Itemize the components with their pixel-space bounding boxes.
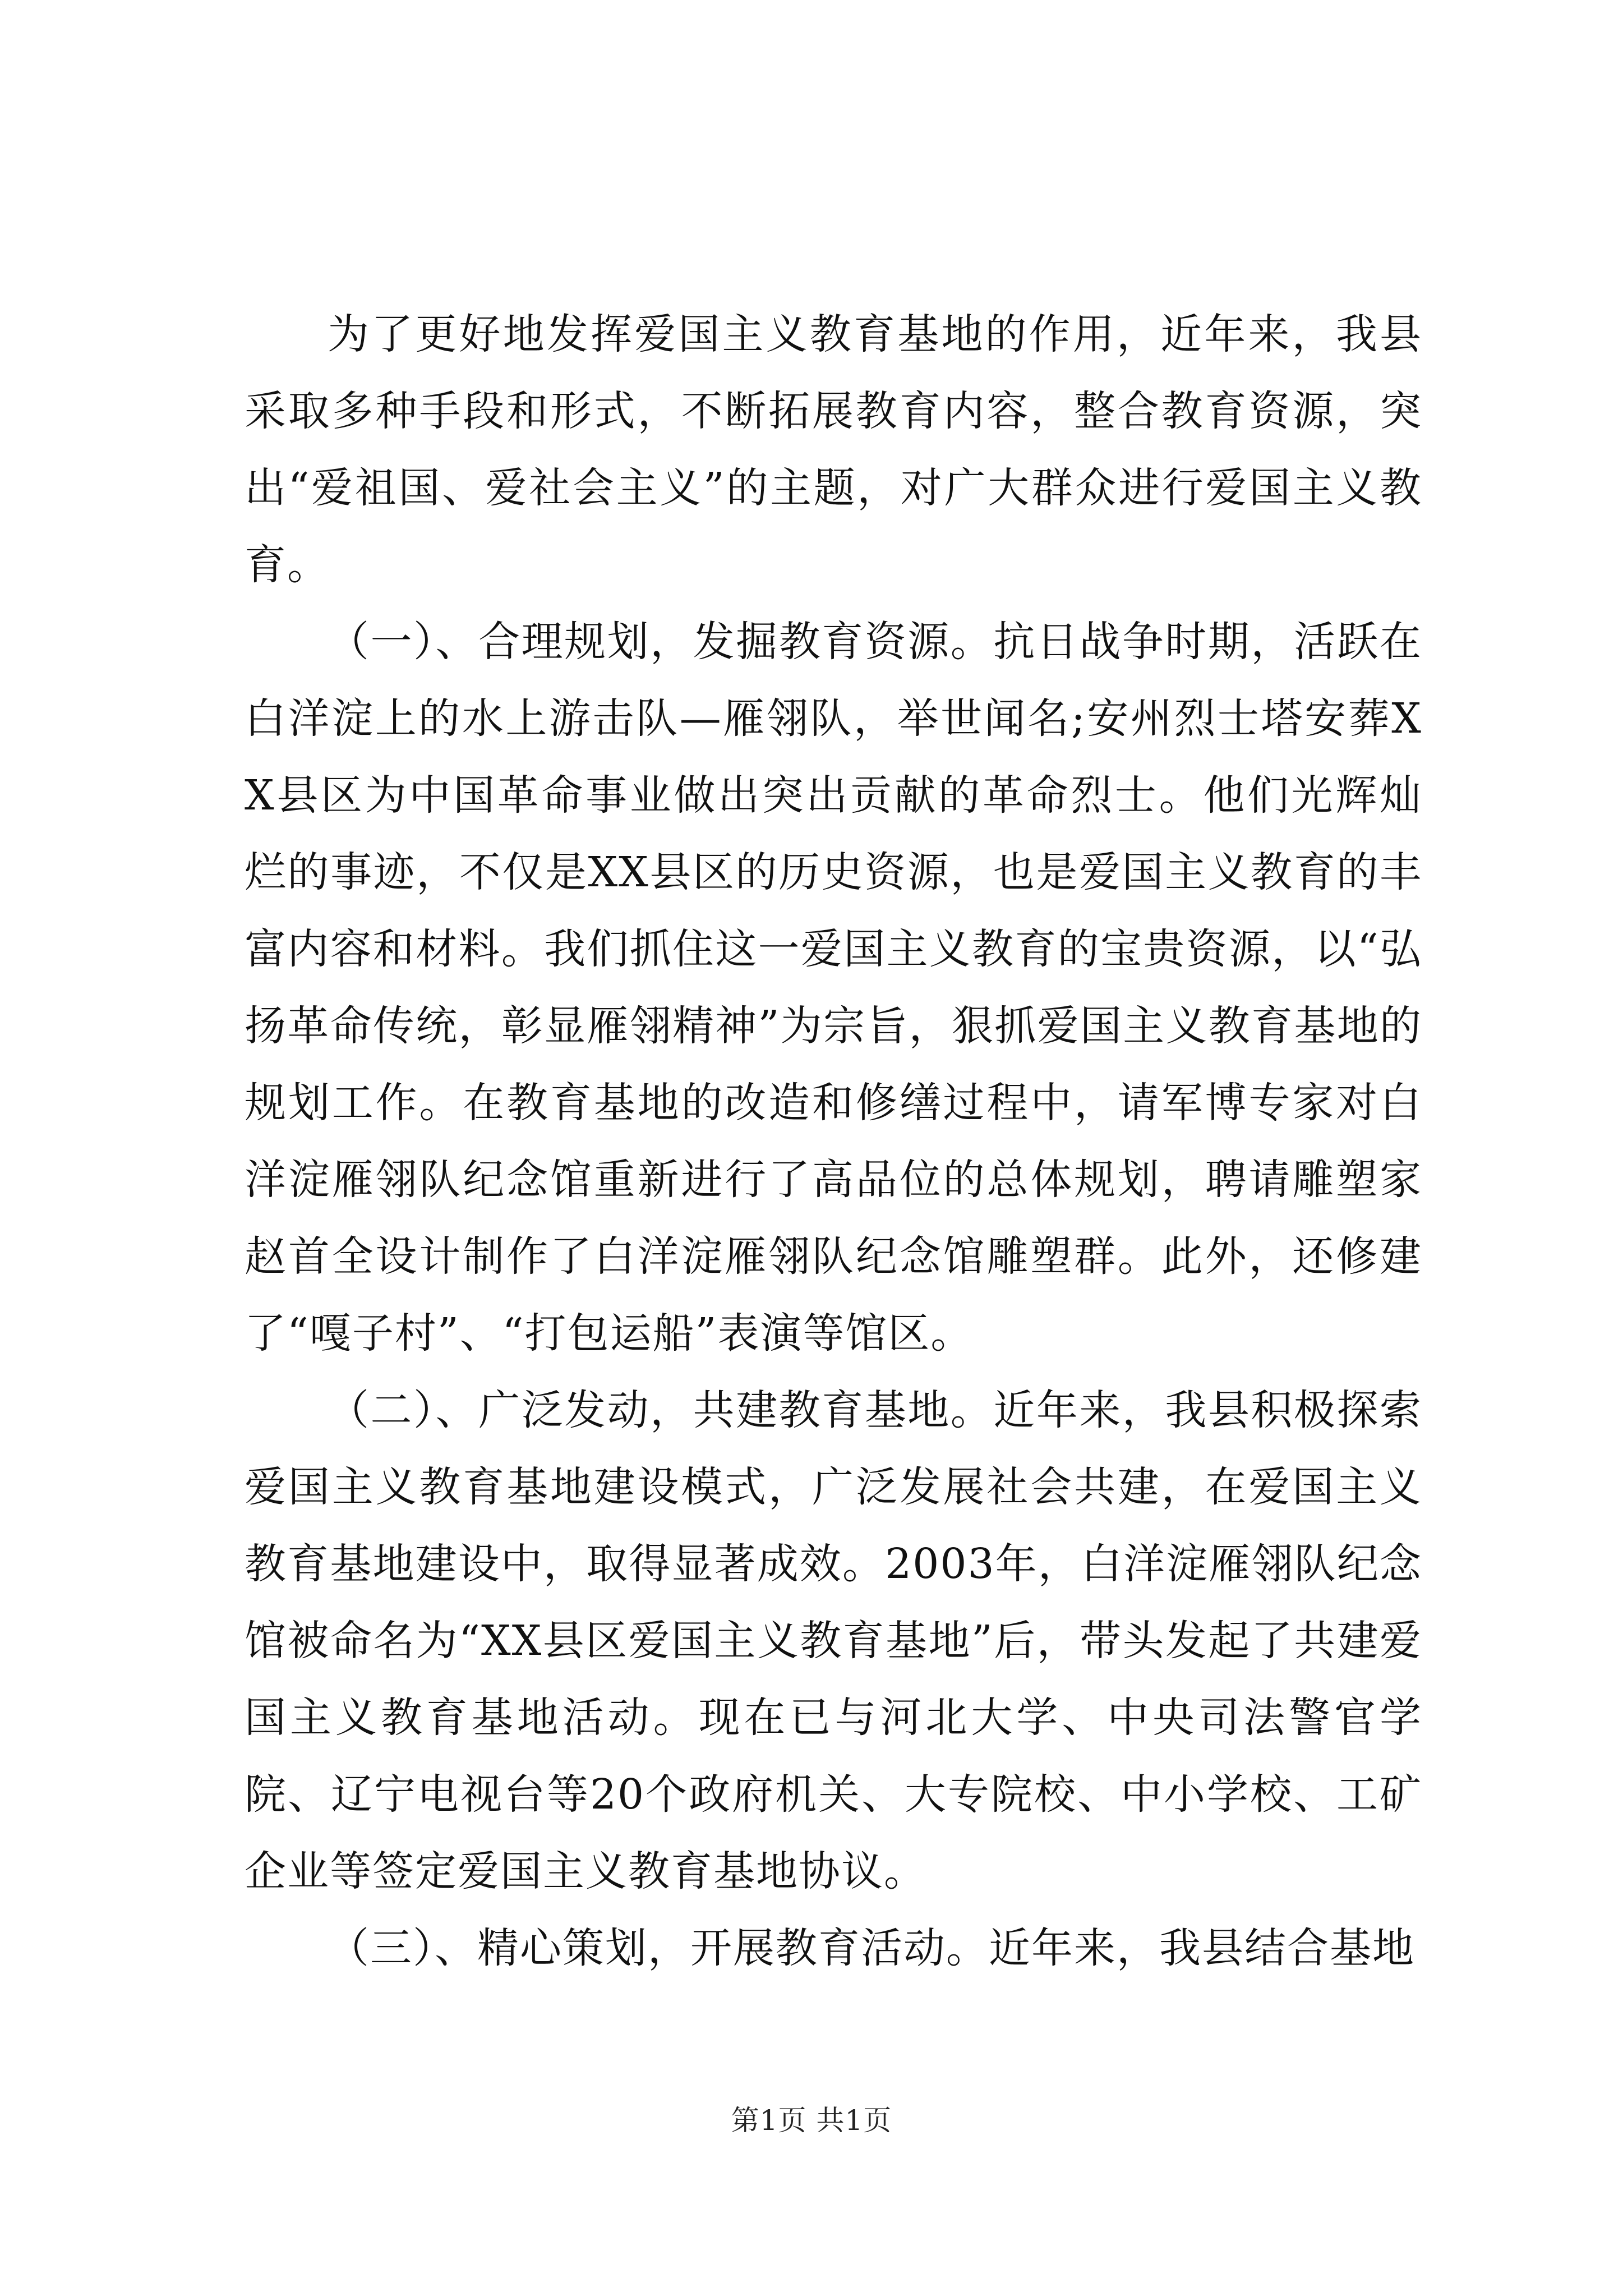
paragraph-section-2: （二）、广泛发动，共建教育基地。近年来，我县积极探索爱国主义教育基地建设模式，广泛发展社会共建，在爱国主义教育基地建设中，取得显著成效。2003年，白洋淀雁翎队纪念馆被命名为“XX县区爱国主义教育基地”后，带头发起了共建爱国主义教育基地活动。现在已与河北大学、中央司法警官学院、辽宁电视台等20个政府机关、大专院校、中小学校、工矿企业等签定爱国主义教育基地协议。 [245, 1386, 1422, 1895]
page-number-footer: 第1页 共1页 [731, 2104, 892, 2137]
paragraph-section-3: （三）、精心策划，开展教育活动。近年来，我县结合基地 [328, 1924, 1415, 1972]
paragraph-section-1: （一）、合理规划，发掘教育资源。抗日战争时期，活跃在白洋淀上的水上游击队—雁翎队，举世闻名;安州烈士塔安葬XX县区为中国革命事业做出突出贡献的革命烈士。他们光辉灿烂的事迹，不仅是XX县区的历史资源，也是爱国主义教育的丰富内容和材料。我们抓住这一爱国主义教育的宝贵资源，以“弘扬革命传统，彰显雁翎精神”为宗旨，狠抓爱国主义教育基地的规划工作。在教育基地的改造和修缮过程中，请军博专家对白洋淀雁翎队纪念馆重新进行了高品位的总体规划，聘请雕塑家赵首全设计制作了白洋淀雁翎队纪念馆雕塑群。此外，还修建了“嘎子村”、“打包运船”表演等馆区。 [245, 618, 1422, 1358]
paragraph-intro: 为了更好地发挥爱国主义教育基地的作用，近年来，我县采取多种手段和形式，不断拓展教育内容，整合教育资源，突出“爱祖国、爱社会主义”的主题，对广大群众进行爱国主义教育。 [245, 310, 1422, 589]
document-body [245, 296, 1422, 1987]
